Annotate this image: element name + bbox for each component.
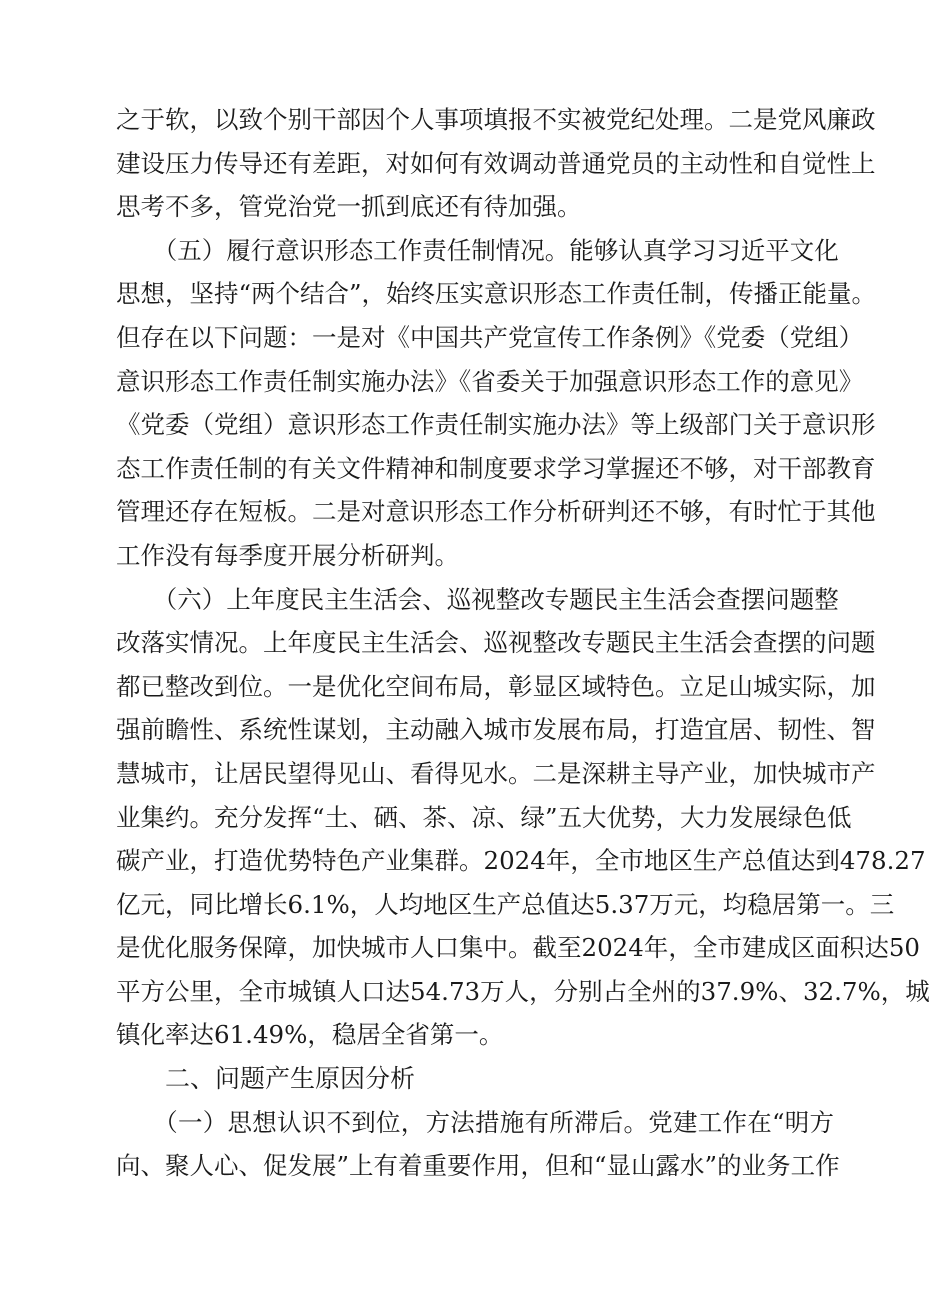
text-line: 平方公里，全市城镇人口达54.73万人，分别占全州的37.9%、32.7%，城 [116, 976, 930, 1006]
text-line: 是优化服务保障，加快城市人口集中。截至2024年，全市建成区面积达50 [116, 933, 921, 963]
text-line: 慧城市，让居民望得见山、看得见水。二是深耕主导产业，加快城市产 [116, 758, 876, 788]
text-line: 思考不多，管党治党一抓到底还有待加强。 [116, 192, 582, 222]
text-line: 意识形态工作责任制实施办法》《省委关于加强意识形态工作的意见》 [116, 366, 864, 396]
text-line: （五）履行意识形态工作责任制情况。能够认真学习习近平文化 [116, 235, 839, 265]
text-line: 强前瞻性、系统性谋划，主动融入城市发展布局，打造宜居、韧性、智 [116, 715, 876, 745]
text-line: 向、聚人心、促发展”上有着重要作用，但和“显山露水”的业务工作 [116, 1151, 840, 1181]
text-line: 改落实情况。上年度民主生活会、巡视整改专题民主生活会查摆的问题 [116, 628, 876, 658]
text-line: 态工作责任制的有关文件精神和制度要求学习掌握还不够，对干部教育 [116, 453, 876, 483]
text-line: 亿元，同比增长6.1%，人均地区生产总值达5.37万元，均稳居第一。三 [116, 889, 895, 919]
text-line: 镇化率达61.49%，稳居全省第一。 [116, 1020, 504, 1050]
section-heading: 二、问题产生原因分析 [165, 1064, 416, 1094]
text-line: （一）思想认识不到位，方法措施有所滞后。党建工作在“明方 [116, 1107, 834, 1137]
document-body [116, 98, 930, 1188]
text-line: 业集约。充分发挥“土、硒、茶、凉、绿”五大优势，大力发展绿色低 [116, 802, 852, 832]
text-line: 思想，坚持“两个结合”，始终压实意识形态工作责任制，传播正能量。 [116, 279, 877, 309]
text-line: （六）上年度民主生活会、巡视整改专题民主生活会查摆问题整 [116, 584, 839, 614]
text-line: 《党委（党组）意识形态工作责任制实施办法》等上级部门关于意识形 [116, 410, 876, 440]
text-line: 建设压力传导还有差距，对如何有效调动普通党员的主动性和自觉性上 [116, 148, 876, 178]
text-line: 碳产业，打造优势特色产业集群。2024年，全市地区生产总值达到478.27 [116, 846, 926, 876]
text-line: 工作没有每季度开展分析研判。 [116, 540, 459, 570]
text-line: 之于软，以致个别干部因个人事项填报不实被党纪处理。二是党风廉政 [116, 105, 876, 134]
text-line: 但存在以下问题：一是对《中国共产党宣传工作条例》《党委（党组） [116, 322, 864, 352]
text-line: 都已整改到位。一是优化空间布局，彰显区域特色。立足山城实际，加 [116, 671, 876, 701]
text-line: 管理还存在短板。二是对意识形态工作分析研判还不够，有时忙于其他 [116, 497, 876, 527]
